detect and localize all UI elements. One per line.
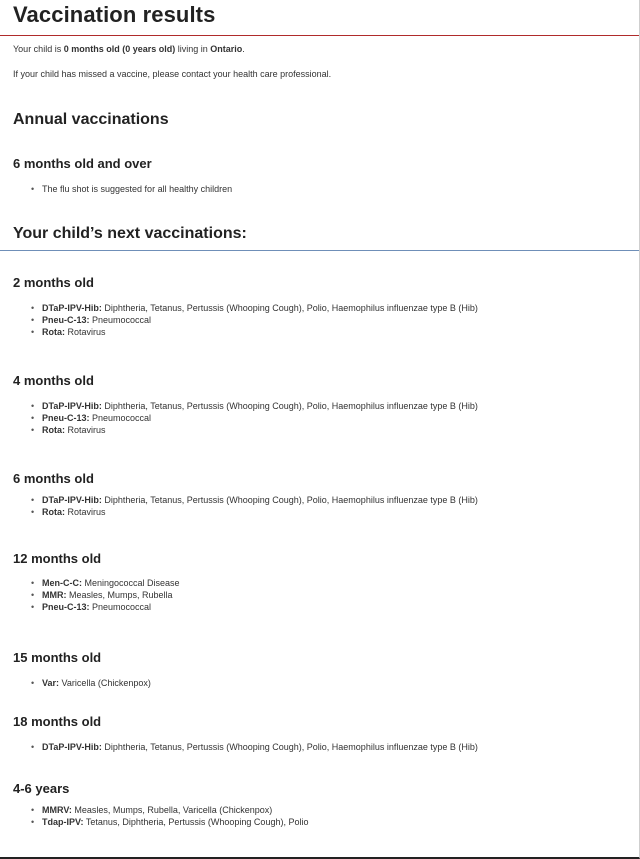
list-item: [0, 804, 308, 816]
list-item: [0, 677, 151, 689]
title-divider: [0, 35, 640, 36]
child-summary-middle: living in: [175, 44, 211, 54]
child-summary-suffix: .: [242, 44, 245, 54]
schedule-vaccine-list: [0, 677, 151, 689]
vaccine-code: DTaP-IPV-Hib:: [42, 742, 102, 752]
vaccine-description: Diphtheria, Tetanus, Pertussis (Whooping Cough), Polio, Haemophilus influenzae type B (Hib): [101, 303, 478, 313]
vaccine-description: Rotavirus: [65, 425, 106, 435]
schedule-group-heading: 18 months old: [13, 714, 102, 729]
bullet-icon: •: [31, 507, 35, 517]
bullet-icon: •: [31, 315, 35, 325]
list-item: [0, 506, 478, 518]
vaccine-code: Pneu-C-13:: [42, 413, 90, 423]
vaccine-description: Measles, Mumps, Rubella: [66, 590, 173, 600]
schedule-vaccine-list: [0, 400, 478, 436]
bullet-icon: •: [31, 303, 35, 313]
bullet-icon: •: [31, 805, 35, 815]
vaccine-description: Pneumococcal: [89, 413, 152, 423]
list-item: [0, 424, 478, 436]
vaccine-code: DTaP-IPV-Hib:: [42, 495, 102, 505]
list-item: [0, 589, 180, 601]
missed-vaccine-note: If your child has missed a vaccine, please contact your health care professional.: [13, 69, 332, 79]
vaccine-description: Meningococcal Disease: [82, 578, 180, 588]
bullet-icon: •: [31, 184, 35, 194]
bullet-icon: •: [31, 817, 35, 827]
schedule-vaccine-list: [0, 577, 180, 613]
bullet-icon: •: [31, 495, 35, 505]
bullet-icon: •: [31, 401, 35, 411]
vaccine-code: DTaP-IPV-Hib:: [42, 401, 102, 411]
vaccine-code: Men-C-C:: [42, 578, 82, 588]
vaccine-description: Measles, Mumps, Rubella, Varicella (Chickenpox): [71, 805, 273, 815]
annual-group-heading: 6 months old and over: [13, 156, 152, 171]
child-province: Ontario: [210, 44, 243, 54]
list-item: [0, 601, 180, 613]
list-item: [0, 816, 308, 828]
vaccine-code: DTaP-IPV-Hib:: [42, 303, 102, 313]
list-item: [0, 314, 478, 326]
vaccine-description: Tetanus, Diphtheria, Pertussis (Whooping Cough), Polio: [83, 817, 309, 827]
vaccine-description: The flu shot is suggested for all healthy children: [42, 184, 233, 194]
vaccine-description: Rotavirus: [65, 327, 106, 337]
child-summary-prefix: Your child is: [13, 44, 64, 54]
vaccine-description: Pneumococcal: [89, 602, 152, 612]
child-summary: [13, 44, 245, 54]
vaccine-code: Tdap-IPV:: [42, 817, 84, 827]
bullet-icon: •: [31, 742, 35, 752]
schedule-group-heading: 2 months old: [13, 275, 94, 290]
schedule-group-heading: 12 months old: [13, 551, 102, 566]
vaccine-description: Diphtheria, Tetanus, Pertussis (Whooping Cough), Polio, Haemophilus influenzae type B (Hib): [101, 742, 478, 752]
vaccine-code: Pneu-C-13:: [42, 315, 90, 325]
schedule-vaccine-list: [0, 741, 478, 753]
vaccine-code: Rota:: [42, 327, 65, 337]
vaccine-code: MMR:: [42, 590, 67, 600]
bullet-icon: •: [31, 425, 35, 435]
schedule-group-heading: 4-6 years: [13, 781, 70, 796]
bullet-icon: •: [31, 602, 35, 612]
list-item: [0, 302, 478, 314]
bullet-icon: •: [31, 413, 35, 423]
schedule-vaccine-list: [0, 302, 478, 338]
vaccine-code: Var:: [42, 678, 60, 688]
vaccine-code: Pneu-C-13:: [42, 602, 90, 612]
list-item: [0, 400, 478, 412]
vaccine-description: Rotavirus: [65, 507, 106, 517]
annual-vaccine-list: [0, 183, 232, 195]
list-item: [0, 577, 180, 589]
next-vaccinations-heading: Your child’s next vaccinations:: [13, 225, 247, 242]
vaccine-code: Rota:: [42, 507, 65, 517]
annual-vaccinations-heading: Annual vaccinations: [13, 111, 169, 128]
list-item: [0, 412, 478, 424]
schedule-group-heading: 15 months old: [13, 650, 102, 665]
bullet-icon: •: [31, 590, 35, 600]
schedule-group-heading: 6 months old: [13, 471, 94, 486]
vaccine-description: Pneumococcal: [89, 315, 152, 325]
bullet-icon: •: [31, 578, 35, 588]
vaccine-code: MMRV:: [42, 805, 72, 815]
next-vaccinations-divider: [0, 250, 640, 251]
list-item: [0, 494, 478, 506]
list-item: [0, 183, 232, 195]
vaccine-description: Diphtheria, Tetanus, Pertussis (Whooping Cough), Polio, Haemophilus influenzae type B (Hib): [101, 401, 478, 411]
list-item: [0, 741, 478, 753]
schedule-vaccine-list: [0, 494, 478, 518]
bullet-icon: •: [31, 327, 35, 337]
list-item: [0, 326, 478, 338]
bullet-icon: •: [31, 678, 35, 688]
vaccine-code: Rota:: [42, 425, 65, 435]
schedule-group-heading: 4 months old: [13, 373, 94, 388]
vaccine-description: Varicella (Chickenpox): [59, 678, 151, 688]
child-age: 0 months old (0 years old): [63, 44, 176, 54]
schedule-vaccine-list: [0, 804, 308, 828]
page-title: Vaccination results: [13, 2, 216, 27]
vaccine-description: Diphtheria, Tetanus, Pertussis (Whooping Cough), Polio, Haemophilus influenzae type B (Hib): [101, 495, 478, 505]
